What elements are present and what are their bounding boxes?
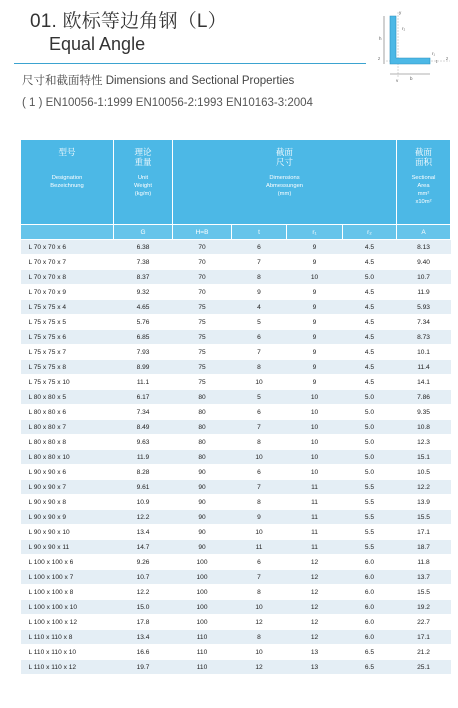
- cell-hb: 75: [173, 360, 232, 375]
- cell-t: 6: [232, 405, 287, 420]
- cell-r1: 11: [287, 495, 343, 510]
- cell-t: 8: [232, 360, 287, 375]
- cell-area: 12.2: [397, 480, 451, 495]
- cell-designation: L 90 x 90 x 10: [21, 525, 114, 540]
- cell-hb: 110: [173, 630, 232, 645]
- cell-designation: L 90 x 90 x 7: [21, 480, 114, 495]
- cell-r1: 10: [287, 270, 343, 285]
- cell-r2: 4.5: [343, 285, 397, 300]
- header-area-en: Sectional Area mm² x10m²: [411, 175, 436, 205]
- cell-designation: L 75 x 75 x 4: [21, 300, 114, 315]
- table-row: [21, 375, 451, 390]
- table-row: [21, 630, 451, 645]
- table-row: [21, 300, 451, 315]
- table-row: [21, 450, 451, 465]
- cell-area: 9.40: [397, 255, 451, 270]
- cell-r1: 9: [287, 360, 343, 375]
- cell-designation: L 90 x 90 x 8: [21, 495, 114, 510]
- cell-r1: 9: [287, 345, 343, 360]
- cell-area: 10.1: [397, 345, 451, 360]
- cell-area: 22.7: [397, 615, 451, 630]
- table-row: [21, 660, 451, 675]
- cell-r1: 11: [287, 480, 343, 495]
- cell-r2: 5.0: [343, 420, 397, 435]
- table-row: [21, 525, 451, 540]
- properties-table: [20, 139, 451, 675]
- cell-weight: 7.38: [114, 255, 173, 270]
- cell-t: 7: [232, 420, 287, 435]
- table-row: [21, 435, 451, 450]
- cell-weight: 17.8: [114, 615, 173, 630]
- cell-r1: 11: [287, 510, 343, 525]
- cell-area: 15.5: [397, 585, 451, 600]
- cell-designation: L 75 x 75 x 10: [21, 375, 114, 390]
- cell-r1: 10: [287, 390, 343, 405]
- cell-designation: L 80 x 80 x 5: [21, 390, 114, 405]
- cell-r1: 12: [287, 615, 343, 630]
- header-dimensions-en: Dimensions Abmessungen (mm): [265, 175, 304, 197]
- table-row: [21, 285, 451, 300]
- cell-r2: 5.5: [343, 525, 397, 540]
- cell-r2: 4.5: [343, 375, 397, 390]
- cell-r2: 5.5: [343, 495, 397, 510]
- cell-designation: L 80 x 80 x 7: [21, 420, 114, 435]
- table-row: [21, 405, 451, 420]
- cell-t: 6: [232, 465, 287, 480]
- cell-r1: 13: [287, 660, 343, 675]
- cell-hb: 110: [173, 645, 232, 660]
- table-row: [21, 510, 451, 525]
- cell-hb: 75: [173, 315, 232, 330]
- cell-hb: 75: [173, 345, 232, 360]
- cell-weight: 9.26: [114, 555, 173, 570]
- cell-hb: 110: [173, 660, 232, 675]
- cell-t: 12: [232, 660, 287, 675]
- cell-r2: 4.5: [343, 255, 397, 270]
- profile-label-y-bottom: y: [396, 78, 399, 82]
- cell-weight: 13.4: [114, 525, 173, 540]
- unit-blank: [21, 225, 114, 240]
- cell-t: 6: [232, 555, 287, 570]
- cell-weight: 7.34: [114, 405, 173, 420]
- cell-t: 4: [232, 300, 287, 315]
- cell-hb: 80: [173, 405, 232, 420]
- header-weight-cn: 理论 重量: [134, 147, 152, 167]
- cell-designation: L 110 x 110 x 10: [21, 645, 114, 660]
- cell-t: 11: [232, 540, 287, 555]
- table-row: [21, 240, 451, 255]
- cell-weight: 10.9: [114, 495, 173, 510]
- cell-designation: L 100 x 100 x 6: [21, 555, 114, 570]
- cell-designation: L 75 x 75 x 5: [21, 315, 114, 330]
- cell-weight: 15.0: [114, 600, 173, 615]
- cell-hb: 75: [173, 330, 232, 345]
- cell-r2: 6.5: [343, 660, 397, 675]
- cell-r1: 9: [287, 285, 343, 300]
- cell-weight: 7.93: [114, 345, 173, 360]
- page-subtitle: Equal Angle: [49, 34, 146, 54]
- table-row: [21, 555, 451, 570]
- table-row: [21, 540, 451, 555]
- cell-r2: 6.0: [343, 555, 397, 570]
- cell-hb: 90: [173, 465, 232, 480]
- cell-r2: 4.5: [343, 330, 397, 345]
- cell-designation: L 75 x 75 x 8: [21, 360, 114, 375]
- header-dimensions-cn: 截面 尺寸: [275, 147, 293, 167]
- cell-area: 21.2: [397, 645, 451, 660]
- cell-weight: 14.7: [114, 540, 173, 555]
- cell-designation: L 70 x 70 x 6: [21, 240, 114, 255]
- cell-t: 8: [232, 585, 287, 600]
- cell-t: 12: [232, 615, 287, 630]
- cell-t: 8: [232, 630, 287, 645]
- cell-r2: 5.5: [343, 510, 397, 525]
- cell-area: 17.1: [397, 525, 451, 540]
- cell-area: 8.73: [397, 330, 451, 345]
- cell-r2: 6.0: [343, 615, 397, 630]
- cell-t: 7: [232, 570, 287, 585]
- profile-label-t: t: [436, 59, 438, 64]
- cell-area: 9.35: [397, 405, 451, 420]
- cell-area: 25.1: [397, 660, 451, 675]
- table-row: [21, 585, 451, 600]
- cell-designation: L 100 x 100 x 10: [21, 600, 114, 615]
- cell-designation: L 80 x 80 x 8: [21, 435, 114, 450]
- cell-designation: L 90 x 90 x 6: [21, 465, 114, 480]
- cell-designation: L 100 x 100 x 7: [21, 570, 114, 585]
- cell-area: 7.86: [397, 390, 451, 405]
- profile-label-b: b: [410, 76, 413, 81]
- table-row: [21, 480, 451, 495]
- cell-r2: 5.0: [343, 450, 397, 465]
- cell-r1: 10: [287, 450, 343, 465]
- cell-hb: 100: [173, 600, 232, 615]
- cell-hb: 80: [173, 420, 232, 435]
- cell-weight: 9.61: [114, 480, 173, 495]
- cell-weight: 6.17: [114, 390, 173, 405]
- cell-r2: 4.5: [343, 345, 397, 360]
- cell-r1: 12: [287, 585, 343, 600]
- unit-r1: r₁: [287, 225, 343, 240]
- cell-weight: 11.9: [114, 450, 173, 465]
- cell-t: 10: [232, 600, 287, 615]
- cell-r2: 5.0: [343, 270, 397, 285]
- cell-t: 8: [232, 495, 287, 510]
- cell-weight: 8.37: [114, 270, 173, 285]
- cell-r1: 12: [287, 600, 343, 615]
- cell-t: 10: [232, 450, 287, 465]
- header-weight: [114, 140, 173, 225]
- angle-section-shape: [390, 16, 430, 64]
- profile-label-z-bottom: z: [446, 56, 449, 61]
- cell-weight: 13.4: [114, 630, 173, 645]
- cell-t: 5: [232, 390, 287, 405]
- cell-weight: 19.7: [114, 660, 173, 675]
- unit-g: G: [114, 225, 173, 240]
- cell-t: 6: [232, 330, 287, 345]
- unit-r2: r₂: [343, 225, 397, 240]
- cell-weight: 6.85: [114, 330, 173, 345]
- cell-r1: 9: [287, 255, 343, 270]
- header-area-cn: 截面 面积: [414, 147, 432, 167]
- cell-r2: 4.5: [343, 360, 397, 375]
- cell-weight: 4.65: [114, 300, 173, 315]
- cell-r2: 6.0: [343, 585, 397, 600]
- cell-weight: 9.63: [114, 435, 173, 450]
- header-dimensions: [173, 140, 397, 225]
- title-divider: [14, 63, 366, 64]
- cell-t: 8: [232, 435, 287, 450]
- table-row: [21, 270, 451, 285]
- properties-table-wrapper: [20, 139, 450, 675]
- cell-r2: 6.5: [343, 645, 397, 660]
- cell-t: 9: [232, 510, 287, 525]
- cell-designation: L 90 x 90 x 11: [21, 540, 114, 555]
- cell-r1: 9: [287, 330, 343, 345]
- cell-hb: 70: [173, 240, 232, 255]
- cell-r2: 5.5: [343, 480, 397, 495]
- cell-r2: 6.0: [343, 570, 397, 585]
- cell-designation: L 70 x 70 x 8: [21, 270, 114, 285]
- cell-t: 10: [232, 375, 287, 390]
- cell-r1: 9: [287, 375, 343, 390]
- cell-r1: 11: [287, 525, 343, 540]
- cell-r2: 6.0: [343, 600, 397, 615]
- cell-t: 8: [232, 270, 287, 285]
- unit-t: t: [232, 225, 287, 240]
- cell-area: 17.1: [397, 630, 451, 645]
- cell-designation: L 70 x 70 x 7: [21, 255, 114, 270]
- cell-hb: 90: [173, 495, 232, 510]
- cell-r1: 12: [287, 570, 343, 585]
- cell-area: 15.1: [397, 450, 451, 465]
- cell-hb: 90: [173, 525, 232, 540]
- section-heading: 尺寸和截面特性 Dimensions and Sectional Properties: [22, 75, 295, 87]
- cell-hb: 70: [173, 285, 232, 300]
- header-area: [397, 140, 451, 225]
- cell-r1: 10: [287, 405, 343, 420]
- table-row: [21, 615, 451, 630]
- cell-hb: 80: [173, 435, 232, 450]
- table-row: [21, 315, 451, 330]
- cell-weight: 5.76: [114, 315, 173, 330]
- cell-t: 10: [232, 525, 287, 540]
- cell-hb: 70: [173, 270, 232, 285]
- header-designation: [21, 140, 114, 225]
- profile-label-z: z: [378, 56, 381, 61]
- cell-r1: 11: [287, 540, 343, 555]
- cell-weight: 8.99: [114, 360, 173, 375]
- cell-r2: 4.5: [343, 240, 397, 255]
- cell-area: 11.8: [397, 555, 451, 570]
- cell-area: 19.2: [397, 600, 451, 615]
- header-weight-en: Unit Weight (kg/m): [134, 175, 152, 197]
- cell-r2: 5.0: [343, 465, 397, 480]
- cell-r1: 10: [287, 420, 343, 435]
- cell-weight: 11.1: [114, 375, 173, 390]
- cell-weight: 8.49: [114, 420, 173, 435]
- cell-hb: 80: [173, 390, 232, 405]
- cell-weight: 16.6: [114, 645, 173, 660]
- cell-designation: L 100 x 100 x 12: [21, 615, 114, 630]
- cell-t: 9: [232, 285, 287, 300]
- cell-r2: 5.0: [343, 405, 397, 420]
- cell-r2: 4.5: [343, 300, 397, 315]
- cell-hb: 90: [173, 510, 232, 525]
- cell-r1: 9: [287, 240, 343, 255]
- cell-area: 13.7: [397, 570, 451, 585]
- cell-r2: 5.0: [343, 435, 397, 450]
- cell-area: 11.9: [397, 285, 451, 300]
- cell-hb: 90: [173, 480, 232, 495]
- profile-label-r2: r₂: [402, 26, 406, 31]
- cell-hb: 100: [173, 615, 232, 630]
- cell-weight: 6.38: [114, 240, 173, 255]
- cell-r1: 13: [287, 645, 343, 660]
- cell-r1: 12: [287, 555, 343, 570]
- cell-weight: 10.7: [114, 570, 173, 585]
- cell-area: 10.5: [397, 465, 451, 480]
- table-body: [21, 240, 451, 675]
- cell-area: 13.9: [397, 495, 451, 510]
- cell-designation: L 80 x 80 x 6: [21, 405, 114, 420]
- table-row: [21, 645, 451, 660]
- profile-label-r1: r₁: [432, 51, 436, 56]
- cell-designation: L 110 x 110 x 8: [21, 630, 114, 645]
- cell-area: 10.8: [397, 420, 451, 435]
- table-row: [21, 390, 451, 405]
- table-row: [21, 330, 451, 345]
- cell-r1: 12: [287, 630, 343, 645]
- cell-r2: 5.0: [343, 390, 397, 405]
- table-row: [21, 600, 451, 615]
- unit-hb: H=B: [173, 225, 232, 240]
- cell-hb: 100: [173, 570, 232, 585]
- cell-designation: L 75 x 75 x 6: [21, 330, 114, 345]
- cell-area: 5.93: [397, 300, 451, 315]
- table-row: [21, 420, 451, 435]
- cell-r2: 6.0: [343, 630, 397, 645]
- cell-area: 11.4: [397, 360, 451, 375]
- cell-r1: 10: [287, 435, 343, 450]
- cell-t: 10: [232, 645, 287, 660]
- cell-area: 12.3: [397, 435, 451, 450]
- cell-r2: 5.5: [343, 540, 397, 555]
- cell-hb: 100: [173, 585, 232, 600]
- cell-designation: L 75 x 75 x 7: [21, 345, 114, 360]
- table-row: [21, 255, 451, 270]
- standards-line: ( 1 ) EN10056-1:1999 EN10056-2:1993 EN10163-3:2004: [22, 97, 313, 109]
- cell-weight: 12.2: [114, 585, 173, 600]
- table-row: [21, 465, 451, 480]
- cell-area: 15.5: [397, 510, 451, 525]
- cell-designation: L 110 x 110 x 12: [21, 660, 114, 675]
- cell-area: 8.13: [397, 240, 451, 255]
- cell-t: 6: [232, 240, 287, 255]
- cell-hb: 75: [173, 375, 232, 390]
- cell-t: 7: [232, 345, 287, 360]
- profile-label-y-top: y: [399, 10, 402, 15]
- cell-area: 7.34: [397, 315, 451, 330]
- profile-label-h: h: [379, 36, 382, 41]
- table-row: [21, 345, 451, 360]
- cell-t: 7: [232, 480, 287, 495]
- header-designation-en: Designation Bezeichnung: [50, 175, 84, 189]
- cell-area: 10.7: [397, 270, 451, 285]
- cell-r1: 9: [287, 300, 343, 315]
- cell-weight: 9.32: [114, 285, 173, 300]
- table-row: [21, 495, 451, 510]
- table-row: [21, 570, 451, 585]
- cell-r2: 4.5: [343, 315, 397, 330]
- cell-weight: 12.2: [114, 510, 173, 525]
- cell-designation: L 70 x 70 x 9: [21, 285, 114, 300]
- unit-a: A: [397, 225, 451, 240]
- cell-designation: L 100 x 100 x 8: [21, 585, 114, 600]
- cell-designation: L 90 x 90 x 9: [21, 510, 114, 525]
- cell-r1: 9: [287, 315, 343, 330]
- cell-hb: 90: [173, 540, 232, 555]
- cell-t: 5: [232, 315, 287, 330]
- cell-hb: 80: [173, 450, 232, 465]
- cell-t: 7: [232, 255, 287, 270]
- cell-hb: 100: [173, 555, 232, 570]
- table-row: [21, 360, 451, 375]
- header-designation-cn: 型号: [58, 147, 76, 157]
- cell-designation: L 80 x 80 x 10: [21, 450, 114, 465]
- page-title: 01. 欧标等边角钢（L）: [30, 11, 227, 32]
- angle-profile-diagram: [376, 6, 454, 82]
- cell-area: 18.7: [397, 540, 451, 555]
- cell-area: 14.1: [397, 375, 451, 390]
- cell-hb: 75: [173, 300, 232, 315]
- cell-r1: 10: [287, 465, 343, 480]
- cell-hb: 70: [173, 255, 232, 270]
- cell-weight: 8.28: [114, 465, 173, 480]
